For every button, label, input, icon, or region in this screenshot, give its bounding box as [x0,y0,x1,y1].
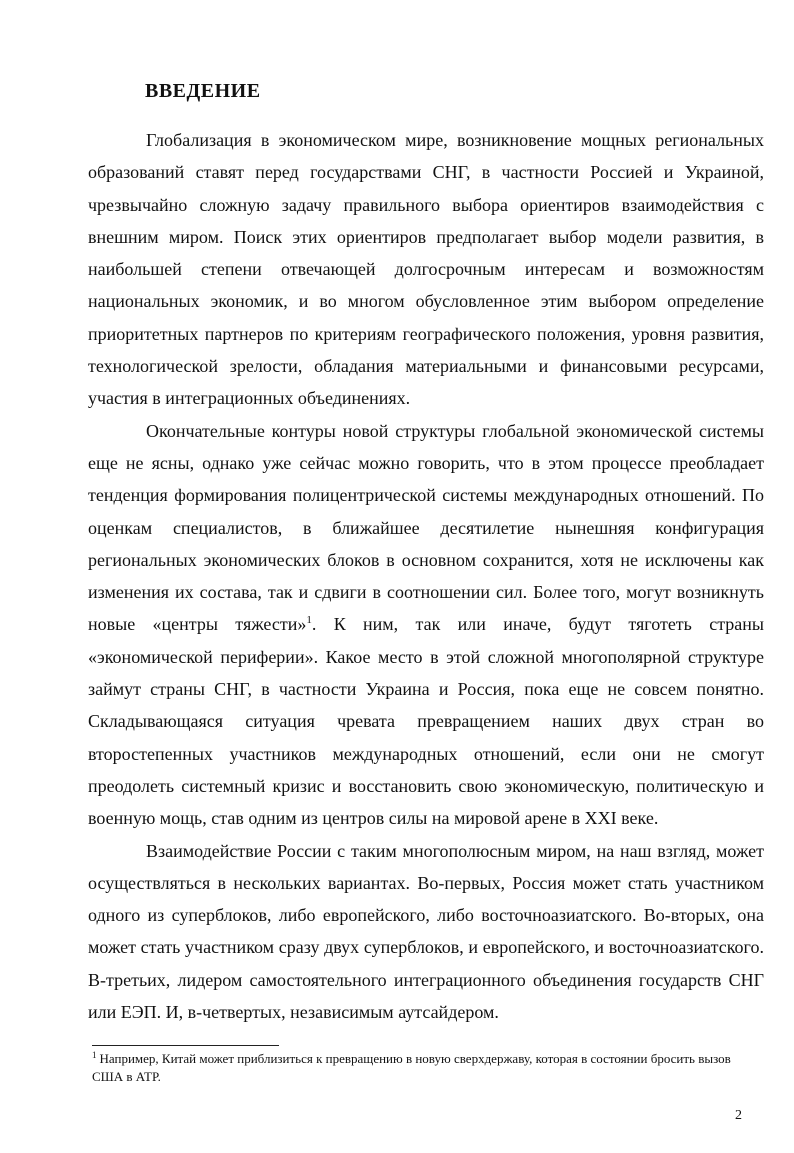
paragraph-1: Глобализация в экономическом мире, возникновение мощных региональных образований ставят перед государствами СНГ, в частности Россией и Украиной, чрезвычайно сложную задачу правильного выбора ориентиров взаимодействия с внешним миром. Поиск этих ориентиров предполагает выбор модели развития, в наибольшей степени отвечающей долгосрочным интересам и возможностям национальных экономик, и во многом обусловленное этим выбором определение приоритетных партнеров по критериям географического положения, уровня развития, технологической зрелости, обладания материальными и финансовыми ресурсами, участия в интеграционных объединениях. [88,130,764,409]
paragraph-3: Взаимодействие России с таким многополюсным миром, на наш взгляд, может осуществляться в нескольких вариантах. Во-первых, Россия может стать участником одного из суперблоков, либо европейского, либо восточноазиатского. Во-вторых, она может стать участником сразу двух суперблоков, и европейского, и восточноазиатского. В-третьих, лидером самостоятельного интеграционного объединения государств СНГ или ЕЭП. И, в-четвертых, независимым аутсайдером. [88,840,764,1023]
page-number: 2 [735,1108,742,1123]
footnote-text: Например, Китай может приблизиться к превращению в новую сверхдержаву, которая в состоянии бросить вызов США в АТР. [92,1051,731,1084]
footnote [92,1050,752,1086]
footnote-reference: 1 [306,614,312,627]
paragraph-2-text-after-ref: . К ним, так или иначе, будут тяготеть страны «экономической периферии». Какое место в этой сложной многополярной структуре займут страны СНГ, в частности Украина и Россия, пока еще не совсем понятно. Складывающаяся ситуация чревата превращением наших двух стран во второстепенных участников международных отношений, если они не смогут преодолеть системный кризис и восстановить свою экономическую, политическую и военную мощь, став одним из центров силы на мировой арене в XXI веке. [88,614,765,829]
body-text [88,124,764,1028]
footnote-divider [92,1045,279,1046]
footnote-marker: 1 [92,1049,97,1060]
paragraph-2-text-before-ref: Окончательные контуры новой структуры глобальной экономической системы еще не ясны, однако уже сейчас можно говорить, что в этом процессе преобладает тенденция формирования полицентрической системы международных отношений. По оценкам специалистов, в ближайшее десятилетие нынешняя конфигурация региональных экономических блоков в основном сохранится, хотя не исключены как изменения их состава, так и сдвиги в соотношении сил. Более того, могут возникнуть новые «центры тяжести» [88,420,764,635]
section-heading: ВВЕДЕНИЕ [145,80,261,102]
paragraph-2 [88,415,764,835]
